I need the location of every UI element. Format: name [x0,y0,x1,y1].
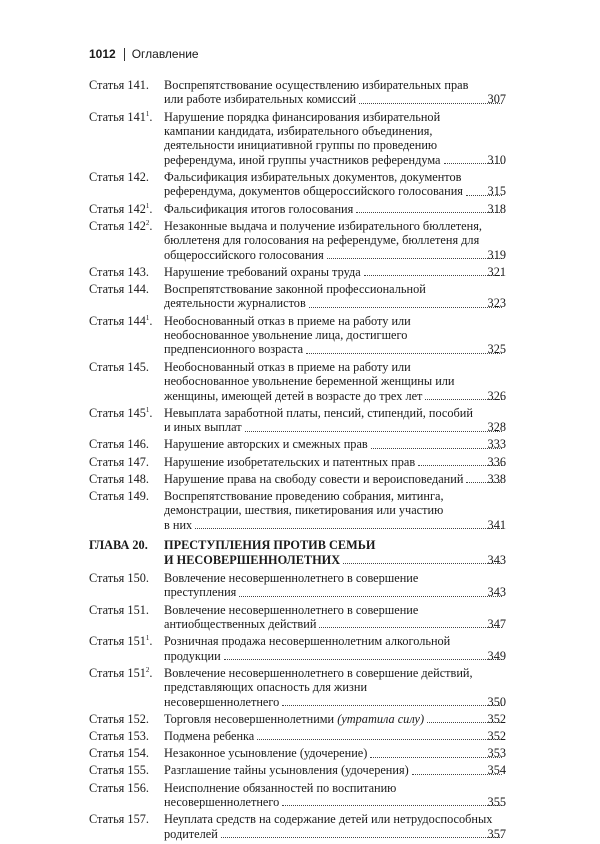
title-line: Нарушение порядка финансирования избирательной [164,109,441,124]
toc-entry-label [89,746,149,760]
toc-page-number[interactable]: 355 [487,795,506,810]
table-of-contents [0,78,600,844]
toc-entry-label [89,455,149,469]
toc-entry [0,202,600,216]
header-divider [124,48,125,61]
dot-leader [327,258,502,259]
dot-leader [306,353,502,354]
title-line: Незаконные выдача и получение избирательного бюллетеня, [164,218,482,233]
page-header [89,47,199,61]
toc-entry [0,265,600,279]
dot-leader [364,275,502,276]
dot-leader [370,757,502,758]
title-line: несовершеннолетнего [164,795,280,810]
toc-entry [0,729,600,743]
dot-leader [221,837,502,838]
toc-entry-title [164,489,506,532]
toc-page-number[interactable]: 318 [487,201,506,216]
title-line: ПРЕСТУПЛЕНИЯ ПРОТИВ СЕМЬИ [164,538,376,553]
title-line: несовершеннолетнего [164,694,280,709]
toc-entry-title [164,634,506,663]
toc-entry [0,78,600,107]
title-line: Разглашение тайны усыновления (удочерения) [164,763,409,778]
toc-entry [0,634,600,663]
article-number: ГЛАВА 20. [89,538,148,553]
toc-entry-label [89,170,149,184]
title-line: общероссийского голосования [164,247,324,262]
toc-entry-title [164,170,506,199]
toc-entry-label [89,538,148,552]
article-number: Статья 152. [89,711,149,726]
title-line: Неуплата средств на содержание детей или нетрудоспособных [164,812,493,827]
toc-entry-label: Статья $151^1$. [89,634,153,649]
toc-entry-title [164,603,506,632]
title-line: Воспрепятствование проведению собрания, митинга, [164,488,444,503]
title-line: преступления [164,585,237,600]
title-line: Невыплата заработной платы, пенсий, стипендий, пособий [164,405,473,420]
dot-leader [282,805,502,806]
toc-entry [0,170,600,199]
toc-entry-title [164,202,506,216]
toc-entry [0,812,600,841]
toc-entry [0,603,600,632]
title-line: демонстрации, шествия, пикетирования или участию [164,503,444,518]
toc-entry-title [164,437,506,451]
toc-entry [0,489,600,532]
toc-entry-label [89,265,149,279]
toc-entry [0,110,600,168]
title-line: антиобщественных действий [164,616,317,631]
toc-page-number[interactable]: 307 [487,92,506,107]
title-line: Вовлечение несовершеннолетнего в совершение [164,570,419,585]
article-number: Статья 155. [89,763,149,778]
toc-entry-label [89,78,149,92]
toc-entry [0,472,600,486]
article-number: Статья 142. [89,170,149,185]
toc-entry-title [164,282,506,311]
toc-page-number[interactable]: 352 [487,729,506,743]
toc-entry-label [89,360,149,374]
article-number: Статья 144. [89,282,149,297]
article-number: Статья 150. [89,570,149,585]
toc-entry-title [164,78,506,107]
title-note: (утратила силу) [337,711,425,726]
title-line: необоснованное увольнение лица, достигшего [164,328,408,343]
title-line: Нарушение изобретательских и патентных прав [164,454,416,469]
article-number: Статья 156. [89,780,149,795]
dot-leader [356,212,502,213]
article-number: Статья 154. [89,746,149,761]
article-number: Статья 141. [89,78,149,92]
title-line: Фальсификация итогов голосования [164,201,354,216]
toc-page-number[interactable]: 349 [487,648,506,663]
title-line: в них [164,517,193,532]
article-superscript: 1 [145,405,150,414]
dot-leader [245,431,502,432]
title-line: Розничная продажа несовершеннолетним алкогольной [164,634,451,649]
article-number: Статья 146. [89,437,149,452]
toc-entry [0,781,600,810]
dot-leader [319,627,502,628]
title-line: Неисполнение обязанностей по воспитанию [164,780,397,795]
title-line: Вовлечение несовершеннолетнего в совершение действий, [164,665,473,680]
article-number: Статья 157. [89,812,149,827]
toc-page-number[interactable]: 338 [487,471,506,486]
title-line: Фальсификация избирательных документов, документов [164,170,462,185]
title-line: Воспрепятствование законной профессиональной [164,282,426,297]
toc-entry-label [89,729,149,743]
toc-entry-label [89,763,149,777]
toc-entry-title [164,781,506,810]
toc-entry-title [164,763,506,777]
article-number: Статья 148. [89,471,149,486]
toc-entry-title [164,538,506,567]
toc-entry [0,219,600,262]
title-line: И НЕСОВЕРШЕННОЛЕТНИХ [164,552,341,567]
title-line: Нарушение права на свободу совести и вероисповеданий [164,471,464,486]
dot-leader [371,448,502,449]
article-number: Статья 145. [89,359,149,374]
toc-entry [0,571,600,600]
article-number: Статья 149. [89,488,149,503]
page-number: 1012 [89,47,116,61]
title-line: Необоснованный отказ в приеме на работу или [164,313,411,328]
toc-page-number[interactable]: 319 [487,247,506,262]
dot-leader [239,596,502,597]
title-line: Необоснованный отказ в приеме на работу или [164,359,411,374]
toc-page-number[interactable]: 336 [487,454,506,469]
title-line: кампании кандидата, избирательного объединения, [164,124,433,139]
title-line: и иных выплат [164,420,242,435]
toc-entry-label: Статья $145^1$. [89,405,153,420]
toc-entry-label: Статья $142^1$. [89,201,153,216]
toc-chapter-heading [0,538,600,567]
title-line: продукции [164,648,221,663]
article-number: Статья 142 [89,218,146,233]
title-line: референдума, документов общероссийского голосования [164,184,463,199]
article-number: Статья 151 [89,634,146,649]
toc-entry [0,360,600,403]
toc-page-number[interactable]: 326 [487,388,506,403]
toc-entry-label [89,712,149,726]
toc-page-number[interactable]: 341 [487,517,506,532]
toc-entry [0,314,600,357]
toc-page-number[interactable]: 357 [487,826,506,841]
dot-leader [309,307,502,308]
toc-entry-label [89,437,149,451]
toc-entry-title [164,712,506,726]
toc-entry-title [164,812,506,841]
dot-leader [359,103,502,104]
article-superscript: 1 [145,109,150,118]
toc-entry-label: Статья $144^1$. [89,313,153,328]
article-number: Статья 144 [89,313,146,328]
title-line: референдума, иной группы участников референдума [164,152,441,167]
title-line: женщины, имеющей детей в возрасте до трех лет [164,388,423,403]
article-number: Статья 141 [89,109,146,124]
toc-entry-label: Статья $151^2$. [89,665,153,680]
toc-entry [0,437,600,451]
dot-leader [282,705,502,706]
toc-entry-title [164,110,506,168]
dot-leader [224,659,502,660]
toc-page-number[interactable]: 323 [487,296,506,311]
toc-entry [0,763,600,777]
toc-entry [0,746,600,760]
running-title: Оглавление [131,47,199,61]
title-line: Нарушение авторских и смежных прав [164,437,368,452]
dot-leader [343,563,502,564]
toc-entry [0,282,600,311]
toc-entry [0,455,600,469]
article-superscript: 1 [145,634,150,643]
toc-page-number[interactable]: 350 [487,694,506,709]
toc-entry-title [164,314,506,357]
toc-entry-title [164,265,506,279]
article-number: Статья 147. [89,454,149,469]
toc-page-number[interactable]: 310 [487,152,506,167]
toc-page-number[interactable]: 315 [487,184,506,199]
toc-page-number[interactable]: 321 [487,264,506,279]
article-superscript: 2 [145,218,150,227]
toc-entry-title [164,666,506,709]
toc-entry [0,666,600,709]
toc-page-number[interactable]: 325 [487,342,506,357]
title-line: или работе избирательных комиссий [164,92,357,107]
title-line: деятельности журналистов [164,296,306,311]
title-line: Вовлечение несовершеннолетнего в совершение [164,602,419,617]
title-line: Торговля несовершеннолетними [164,711,335,726]
title-line: Подмена ребенка [164,729,255,743]
article-number: Статья 145 [89,405,146,420]
toc-entry-title [164,219,506,262]
article-superscript: 1 [145,313,150,322]
title-line: деятельности инициативной группы по проведению [164,138,438,153]
toc-page-number[interactable]: 347 [487,616,506,631]
toc-page-number[interactable]: 354 [487,763,506,778]
toc-entry-label [89,489,149,503]
title-line: Незаконное усыновление (удочерение) [164,746,368,761]
toc-entry-title [164,360,506,403]
title-line: предпенсионного возраста [164,342,304,357]
article-number: Статья 143. [89,264,149,279]
toc-entry-label: Статья $141^1$. [89,109,153,124]
title-line: Нарушение требований охраны труда [164,264,361,279]
toc-entry-title [164,406,506,435]
toc-page-number[interactable]: 343 [487,552,506,567]
toc-page-number[interactable]: 352 [487,711,506,726]
article-number: Статья 151 [89,665,146,680]
toc-entry [0,406,600,435]
toc-entry-title [164,455,506,469]
toc-entry-label [89,282,149,296]
toc-entry [0,712,600,726]
toc-page-number[interactable]: 353 [487,746,506,761]
article-number: Статья 151. [89,602,149,617]
article-superscript: 2 [145,665,150,674]
toc-entry-label [89,472,149,486]
article-superscript: 1 [145,201,150,210]
toc-entry-title [164,746,506,760]
toc-entry-title [164,472,506,486]
article-number: Статья 153. [89,729,149,743]
dot-leader [195,528,502,529]
toc-entry-label [89,812,149,826]
toc-entry-label: Статья $142^2$. [89,218,153,233]
title-line: представляющих опасность для жизни [164,680,368,695]
toc-entry-label [89,603,149,617]
title-line: бюллетеня для голосования на референдуме, бюллетеня для [164,233,480,248]
toc-entry-title [164,729,506,743]
toc-entry-label [89,571,149,585]
article-number: Статья 142 [89,201,146,216]
title-line: родителей [164,826,218,841]
toc-page-number[interactable]: 343 [487,585,506,600]
toc-entry-label [89,781,149,795]
toc-page-number[interactable]: 328 [487,420,506,435]
dot-leader [257,739,502,740]
title-line: необоснованное увольнение беременной женщины или [164,374,455,389]
toc-page-number[interactable]: 333 [487,437,506,452]
toc-entry-title [164,571,506,600]
title-line: Воспрепятствование осуществлению избирательных прав [164,78,469,92]
